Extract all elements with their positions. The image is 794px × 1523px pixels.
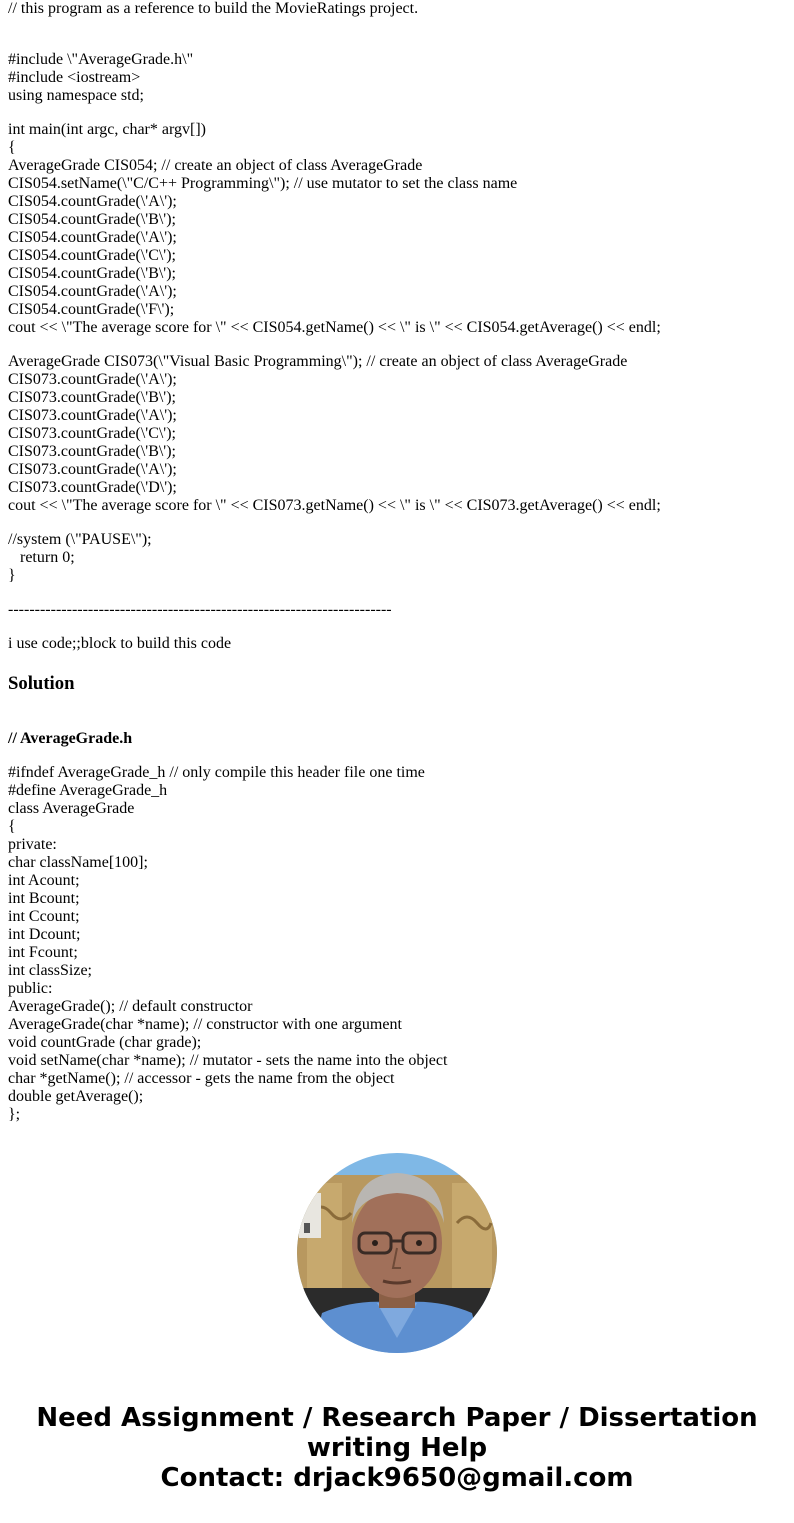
code-line: CIS073.countGrade(\'A\');: [8, 371, 177, 388]
code-line: {: [8, 818, 16, 835]
promo-line-1: Need Assignment / Research Paper / Dissertation: [36, 1403, 758, 1433]
code-line: cout << \"The average score for \" << CIS054.getName() << \" is \" << CIS054.getAverage() << endl;: [8, 319, 661, 336]
code-line: CIS073.countGrade(\'A\');: [8, 461, 177, 478]
code-line: int Bcount;: [8, 890, 80, 907]
promo-banner: [0, 1403, 794, 1493]
code-line: CIS054.countGrade(\'B\');: [8, 211, 176, 228]
code-line: #ifndef AverageGrade_h // only compile this header file one time: [8, 764, 425, 781]
code-line: return 0;: [8, 549, 75, 566]
code-line: CIS073.countGrade(\'D\');: [8, 479, 177, 496]
code-line: CIS054.countGrade(\'B\');: [8, 265, 176, 282]
code-line: cout << \"The average score for \" << CIS073.getName() << \" is \" << CIS073.getAverage() << endl;: [8, 497, 661, 514]
question-intro: [8, 0, 418, 18]
code-line: public:: [8, 980, 53, 997]
portrait-image: [297, 1153, 497, 1353]
code-line: CIS073.countGrade(\'B\');: [8, 389, 176, 406]
code-line: CIS054.countGrade(\'F\');: [8, 301, 175, 318]
code-line: {: [8, 139, 16, 156]
code-line: int Ccount;: [8, 908, 80, 925]
code-line: //system (\"PAUSE\");: [8, 531, 152, 548]
separator-text: ------------------------------------------------------------------------: [8, 601, 392, 618]
code-line: CIS073.countGrade(\'A\');: [8, 407, 177, 424]
code-line: #include <iostream>: [8, 69, 141, 86]
code-line: CIS054.countGrade(\'A\');: [8, 193, 177, 210]
author-avatar: [297, 1153, 497, 1353]
code-line: CIS073.countGrade(\'C\');: [8, 425, 176, 442]
code-line: CIS054.countGrade(\'A\');: [8, 283, 177, 300]
code-line: class AverageGrade: [8, 800, 135, 817]
code-line: AverageGrade CIS054; // create an object of class AverageGrade: [8, 157, 423, 174]
note-text: i use code;;block to build this code: [8, 635, 232, 652]
promo-contact: Contact: drjack9650@gmail.com: [160, 1463, 634, 1493]
code-line: char *getName(); // accessor - gets the name from the object: [8, 1070, 395, 1087]
main-function-block-3: [8, 531, 152, 585]
file-heading: // AverageGrade.h: [8, 730, 133, 747]
code-line: int Dcount;: [8, 926, 81, 943]
code-line: CIS054.countGrade(\'C\');: [8, 247, 176, 264]
header-code-block: [8, 764, 447, 1124]
promo-line-2: writing Help: [306, 1433, 488, 1463]
code-line: using namespace std;: [8, 87, 144, 104]
code-line: CIS054.setName(\"C/C++ Programming\"); // use mutator to set the class name: [8, 175, 518, 192]
code-line: private:: [8, 836, 57, 853]
code-line: int classSize;: [8, 962, 92, 979]
intro-text: // this program as a reference to build the MovieRatings project.: [8, 0, 419, 17]
code-line: int Acount;: [8, 872, 80, 889]
code-line: #include \"AverageGrade.h\": [8, 51, 194, 68]
code-line: int main(int argc, char* argv[]): [8, 121, 206, 138]
code-line: AverageGrade(char *name); // constructor with one argument: [8, 1016, 402, 1033]
code-line: int Fcount;: [8, 944, 78, 961]
code-line: #define AverageGrade_h: [8, 782, 168, 799]
code-line: void countGrade (char grade);: [8, 1034, 202, 1051]
includes-block: [8, 51, 193, 105]
code-line: AverageGrade CIS073(\"Visual Basic Programming\"); // create an object of class AverageGrade: [8, 353, 628, 370]
code-line: }: [8, 567, 16, 584]
question-note: [8, 635, 231, 653]
code-line: };: [8, 1106, 21, 1123]
code-line: char className[100];: [8, 854, 148, 871]
code-line: double getAverage();: [8, 1088, 144, 1105]
code-line: AverageGrade(); // default constructor: [8, 998, 253, 1015]
main-function-block-2: [8, 353, 661, 515]
code-line: CIS054.countGrade(\'A\');: [8, 229, 177, 246]
code-line: CIS073.countGrade(\'B\');: [8, 443, 176, 460]
main-function-block-1: [8, 121, 661, 337]
code-line: void setName(char *name); // mutator - sets the name into the object: [8, 1052, 448, 1069]
separator-line: [8, 601, 392, 619]
solution-heading: Solution: [8, 673, 75, 694]
